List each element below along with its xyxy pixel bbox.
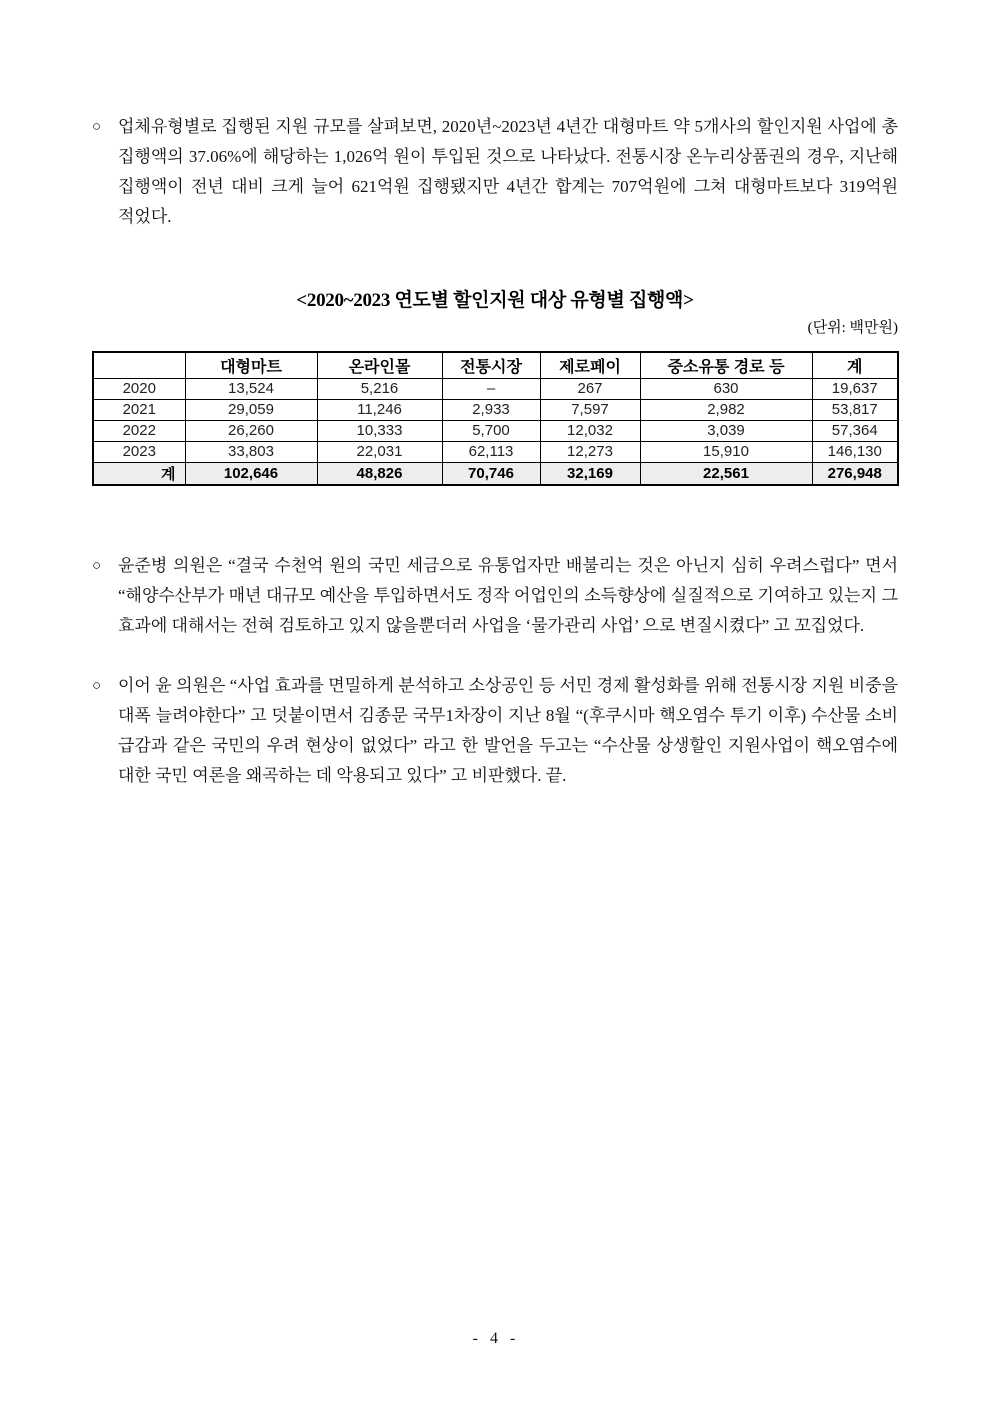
- value-cell: 22,561: [640, 462, 812, 485]
- value-cell: 10,333: [317, 420, 442, 441]
- paragraph-text: 윤준병 의원은 “결국 수천억 원의 국민 세금으로 유통업자만 배불리는 것은 아닌지 심히 우려스럽다” 면서 “해양수산부가 매년 대규모 예산을 투입하면서도 정작 어업인의 소득향상에 실질적으로 기여하고 있는지 그 효과에 대해서는 전혀 검토하고 있지 않을뿐더러 사업을 ‘물가관리 사업’ 으로 변질시켰다” 고 꼬집었다.: [118, 555, 898, 635]
- value-cell: –: [442, 378, 540, 399]
- row-label-cell: 2023: [93, 441, 185, 462]
- table-body: [93, 378, 898, 485]
- value-cell: 3,039: [640, 420, 812, 441]
- table-header-cell: 계: [812, 352, 898, 378]
- value-cell: 2,933: [442, 399, 540, 420]
- value-cell: 26,260: [185, 420, 317, 441]
- value-cell: 102,646: [185, 462, 317, 485]
- list-bullet-icon: ○: [92, 677, 102, 694]
- value-cell: 12,273: [540, 441, 640, 462]
- value-cell: 146,130: [812, 441, 898, 462]
- table-header-cell: 중소유통 경로 등: [640, 352, 812, 378]
- value-cell: 70,746: [442, 462, 540, 485]
- paragraph-yoon-criticism: [92, 551, 898, 641]
- value-cell: 29,059: [185, 399, 317, 420]
- value-cell: 630: [640, 378, 812, 399]
- paragraph-yoon-conclusion: [92, 671, 898, 791]
- value-cell: 13,524: [185, 378, 317, 399]
- paragraph-text: 이어 윤 의원은 “사업 효과를 면밀하게 분석하고 소상공인 등 서민 경제 활성화를 위해 전통시장 지원 비중을 대폭 늘려야한다” 고 덧붙이면서 김종문 국무1차장이 지난 8월 “(후쿠시마 핵오염수 투기 이후) 수산물 소비 급감과 같은 국민의 우려 현상이 없었다” 라고 한 발언을 두고는 “수산물 상생할인 지원사업이 핵오염수에 대한 국민 여론을 왜곡하는 데 악용되고 있다” 고 비판했다. 끝.: [118, 675, 898, 785]
- table-row: [93, 399, 898, 420]
- list-bullet-icon: ○: [92, 557, 102, 574]
- value-cell: 276,948: [812, 462, 898, 485]
- row-label-cell: 2021: [93, 399, 185, 420]
- page-number: - 4 -: [472, 1330, 520, 1347]
- table-row: [93, 441, 898, 462]
- table-row: [93, 378, 898, 399]
- row-label-cell: 2022: [93, 420, 185, 441]
- table-row: [93, 420, 898, 441]
- value-cell: 12,032: [540, 420, 640, 441]
- row-label-cell: 계: [93, 462, 185, 485]
- value-cell: 5,216: [317, 378, 442, 399]
- table-header-cell: [93, 352, 185, 378]
- value-cell: 5,700: [442, 420, 540, 441]
- paragraph-text: 업체유형별로 집행된 지원 규모를 살펴보면, 2020년~2023년 4년간 대형마트 약 5개사의 할인지원 사업에 총 집행액의 37.06%에 해당하는 1,026억 원이 투입된 것으로 나타났다. 전통시장 온누리상품권의 경우, 지난해 집행액이 전년 대비 크게 늘어 621억원 집행됐지만 4년간 합계는 707억원에 그쳐 대형마트보다 319억원 적었다.: [118, 117, 898, 226]
- value-cell: 2,982: [640, 399, 812, 420]
- value-cell: 7,597: [540, 399, 640, 420]
- paragraph-support-scale: [92, 112, 898, 232]
- table-header-cell: 대형마트: [185, 352, 317, 378]
- table-header-cell: 전통시장: [442, 352, 540, 378]
- unit-note: (단위: 백만원): [807, 320, 898, 336]
- value-cell: 57,364: [812, 420, 898, 441]
- value-cell: 15,910: [640, 441, 812, 462]
- table-header-cell: 제로페이: [540, 352, 640, 378]
- value-cell: 48,826: [317, 462, 442, 485]
- value-cell: 22,031: [317, 441, 442, 462]
- row-label-cell: 2020: [93, 378, 185, 399]
- value-cell: 11,246: [317, 399, 442, 420]
- list-bullet-icon: ○: [92, 119, 102, 135]
- value-cell: 267: [540, 378, 640, 399]
- table-title: <2020~2023 연도별 할인지원 대상 유형별 집행액>: [296, 290, 694, 311]
- page-content: [92, 112, 898, 791]
- execution-amount-table: [92, 351, 899, 486]
- table-header-cell: 온라인몰: [317, 352, 442, 378]
- value-cell: 32,169: [540, 462, 640, 485]
- table-header-row: [93, 352, 898, 378]
- value-cell: 19,637: [812, 378, 898, 399]
- value-cell: 62,113: [442, 441, 540, 462]
- value-cell: 33,803: [185, 441, 317, 462]
- table-head: [93, 352, 898, 378]
- value-cell: 53,817: [812, 399, 898, 420]
- table-total-row: [93, 462, 898, 485]
